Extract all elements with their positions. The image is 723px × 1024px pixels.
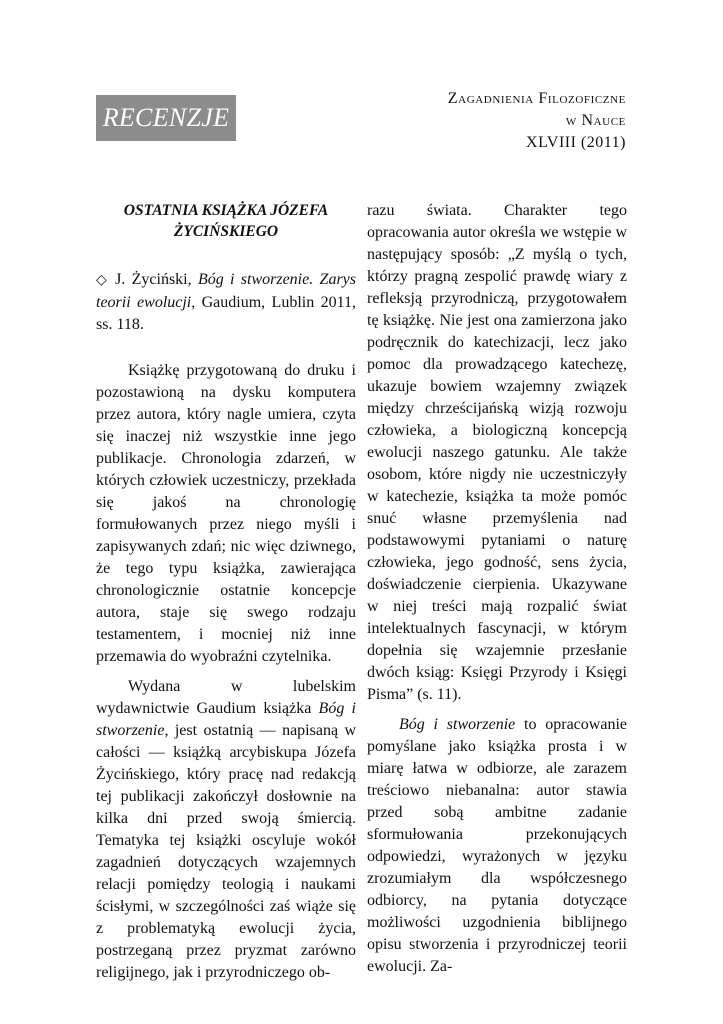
journal-header xyxy=(448,88,626,154)
reference-details: , Gaudium, Lublin 2011, ss. 118. xyxy=(96,294,356,333)
article-title-line2: ŻYCIŃSKIEGO xyxy=(173,223,279,240)
reference-book-title: Bóg i stworzenie. Zarys teorii ewolucji xyxy=(96,271,356,311)
book-reference xyxy=(96,269,356,336)
article-title xyxy=(96,200,356,242)
journal-name-line2: w Nauce xyxy=(565,112,626,129)
journal-volume: XLVIII (2011) xyxy=(526,134,626,151)
paragraph-2 xyxy=(96,676,356,984)
diamond-icon: ◇ xyxy=(96,273,110,288)
paragraph-2-rest: , jest ostatnią — napisaną w całości — książką arcybiskupa Józefa Życińskiego, który pracę nad redakcją tej publikacji zakończył dosłownie na kilka dni przed swoją śmiercią. Tematyka tej książki oscyluje wokół zagadnień dotyczących wzajemnych relacji pomiędzy teologią i naukami ścisłymi, w szczególności zaś wiąże się z problematyką ewolucji życia, postrzeganą przez pryzmat zarówno religijnego, jak i przyrodniczego ob- xyxy=(96,722,356,981)
right-column xyxy=(367,200,627,978)
paragraph-3-rest: to opracowanie pomyślane jako książka prosta i w miarę łatwa w odbiorze, ale zarazem treściowo niebanalna: autor stawia przed sobą ambitne zadanie sformułowania przekonujących odpowiedzi, wyrażonych w języku zrozumiałym dla współczesnego odbiorcy, na pytania dotyczące możliwości uzgodnienia biblijnego opisu stworzenia i przyrodniczej teorii ewolucji. Za- xyxy=(367,716,627,975)
journal-name-line1: Zagadnienia Filozoficzne xyxy=(447,90,626,107)
article-title-line1: OSTATNIA KSIĄŻKA JÓZEFA xyxy=(123,202,329,219)
paragraph-2-book-title: Bóg i stworzenie xyxy=(96,700,357,739)
reference-author: J. Życiński, xyxy=(115,271,192,288)
paragraph-3-book-title: Bóg i stworzenie xyxy=(399,716,516,733)
paragraph-1: Książkę przygotowaną do druku i pozostawioną na dysku komputera przez autora, który nagle umiera, czyta się inaczej niż wszystkie inne jego publikacje. Chronologia zdarzeń, w których człowiek uczestniczy, przekłada się jakoś na chronologię formułowanych przez niego myśli i zapisywanych zdań; nic więc dziwnego, że tego typu książka, zawierająca chronologicznie ostatnie koncepcje autora, staje się swego rodzaju testamentem, i mocniej niż inne przemawia do wyobraźni czytelnika. xyxy=(96,362,356,665)
left-column xyxy=(96,200,356,984)
section-badge: RECENZJE xyxy=(96,95,236,141)
paragraph-2-continued: razu świata. Charakter tego opracowania autor określa we wstępie w następujący sposób: „Z myślą o tych, którzy pragną zespolić prawdę wiary z refleksją przyrodniczą, przygotowałem tę książkę. Nie jest ona zamierzona jako podręcznik do katechizacji, lecz jako pomoc dla prowadzącego katechezę, ukazuje bowiem wzajemny związek między chrześcijańską wizją rozwoju człowieka, a biologiczną koncepcją ewolucji naszego gatunku. Ale także osobom, które nigdy nie uczestniczyły w katechezie, książka ta może pomóc snuć własne przemyślenia nad podstawowymi pytaniami o naturę człowieka, jego godność, sens życia, doświadczenie cierpienia. Ukazywane w niej treści mają rozpalić świat intelektualnych fascynacji, w którym dopełnia się wzajemnie przesłanie dwóch ksiąg: Księgi Przyrody i Księgi Pisma” (s. 11). xyxy=(367,202,627,703)
paragraph-3 xyxy=(367,714,627,978)
paragraph-2-start: Wydana w lubelskim wydawnictwie Gaudium książka xyxy=(96,678,356,717)
